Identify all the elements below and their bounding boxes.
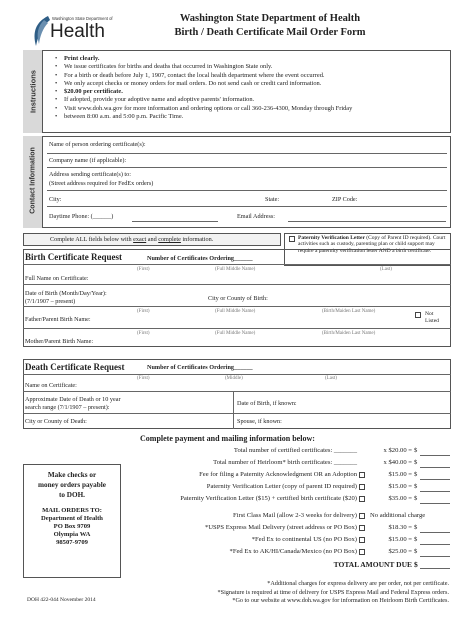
payment-row-label: Paternity Verification Letter (copy of parent ID required) [206, 483, 357, 490]
approx-death-label-range: search range (7/1/1907 – present): [25, 404, 110, 411]
paternity-text: Paternity Verification Letter (Copy of Parent ID required). Court activities such as custody, parenting plan or child support may require a paternity verification letter AND a birth certificate. [298, 235, 446, 254]
total-amount[interactable]: $ [414, 560, 418, 569]
instruction-item: • Visit www.doh.wa.gov for more information and ordering options or call 360-236-4300, Monday through Friday [55, 105, 450, 113]
shipping-row-label: *USPS Express Mail Delivery (street address or PO Box) [204, 524, 357, 531]
death-column-divider [233, 391, 234, 429]
orderer-name-field[interactable] [47, 153, 447, 154]
payment-row-amount[interactable]: $ [414, 495, 418, 502]
payment-row-price: x $20.00 = [383, 447, 412, 454]
instruction-item: • We issue certificates for births and deaths that occurred in Washington State only. [55, 63, 450, 71]
phone-field[interactable] [132, 221, 218, 222]
company-field[interactable] [47, 167, 447, 168]
birth-count-label: Number of Certificates Ordering______ [147, 255, 253, 262]
shipping-row-amount[interactable]: $ [414, 548, 418, 555]
doc-id: DOH 422-044 November 2014 [27, 597, 96, 603]
payment-row-amount[interactable]: $ [414, 471, 418, 478]
shipping-row-price: $25.00 = [388, 548, 412, 555]
instruction-item: • If adopted, provide your adoptive name and adoptive parents' information. [55, 96, 450, 104]
payment-row-amount[interactable]: $ [414, 459, 418, 466]
shipping-row-price: $15.00 = [388, 536, 412, 543]
instruction-item: • between 8:00 a.m. and 5:00 p.m. Pacific Time. [55, 113, 450, 121]
approx-death-field[interactable] [23, 413, 451, 414]
company-label: Company name (if applicable): [49, 157, 127, 164]
approx-death-label: Approximate Date of Death or 10 year [25, 396, 121, 403]
email-field[interactable] [288, 221, 446, 222]
shipping-row-label: First Class Mail (allow 2-3 weeks for delivery) [233, 512, 357, 519]
father-name-field[interactable] [23, 328, 451, 329]
instruction-item: • $20.00 per certificate. [55, 88, 450, 96]
address-field[interactable] [47, 190, 447, 191]
paternity-letter-checkbox[interactable] [359, 484, 365, 490]
payment-row-label: Fee for filing a Paternity Acknowledgment OR an Adoption [199, 471, 357, 478]
city-label: City: [49, 196, 62, 203]
mother-name-label: Mother/Parent Birth Name: [25, 338, 94, 345]
spouse-label: Spouse, if known: [237, 418, 282, 425]
payment-row-label: Total number of Heirloom* birth certificates: _______ [213, 459, 357, 466]
email-label: Email Address: [237, 213, 275, 220]
death-section-title: Death Certificate Request [25, 362, 125, 372]
logo-word: Health [50, 21, 105, 42]
birth-notice: Complete ALL fields below with exact and complete information. [50, 236, 214, 243]
logo-top-text: Washington State Department of [52, 16, 113, 21]
first-class-checkbox[interactable] [359, 513, 365, 519]
birth-section-title: Birth Certificate Request [25, 252, 122, 262]
payment-row-label: Total number of certified certificates: _______ [233, 447, 357, 454]
death-name-field[interactable] [23, 391, 451, 392]
dob-field[interactable] [23, 306, 451, 307]
hint-first: (First) [137, 331, 150, 336]
hint-first: (First) [137, 309, 150, 314]
usps-express-checkbox[interactable] [359, 525, 365, 531]
shipping-row-label: *Fed Ex to continental US (no PO Box) [251, 536, 357, 543]
hint-first: (First) [137, 376, 150, 381]
amount-line [420, 455, 450, 456]
amount-line [420, 479, 450, 480]
footer-note-2: *Signature is required at time of delivery for USPS Express Mail and Federal Express orders. [217, 589, 449, 596]
contact-label: Contact Information [29, 147, 37, 214]
shipping-row-price: No additional charge [370, 512, 426, 519]
payment-heading: Complete payment and mailing information below: [140, 434, 315, 443]
amount-line [420, 568, 450, 569]
payment-row-price: x $40.00 = [383, 459, 412, 466]
amount-line [420, 556, 450, 557]
birth-title-rule [23, 264, 451, 265]
not-listed-label: Not Listed [425, 311, 439, 324]
payment-row-price: $15.00 = [388, 471, 412, 478]
checks-payable-text: Make checks or money orders payable to DOH. [38, 471, 106, 499]
death-title-rule [23, 374, 451, 375]
form-title-line2: Birth / Death Certificate Mail Order Form [174, 27, 366, 38]
full-name-field[interactable] [23, 284, 451, 285]
total-label: TOTAL AMOUNT DUE [333, 560, 412, 569]
hint-middle: (Middle) [225, 376, 243, 381]
instructions-list [55, 55, 450, 121]
hint-middle: (Full Middle Name) [215, 331, 256, 336]
mail-to-address: MAIL ORDERS TO: Department of Health PO Box 9709 Olympia WA 98507-9709 [41, 507, 103, 546]
amount-line [420, 503, 450, 504]
form-title-line1: Washington State Department of Health [179, 13, 361, 24]
payment-row-price: $35.00 = [388, 495, 412, 502]
death-dob-label: Date of Birth, if known: [237, 400, 297, 407]
city-state-zip-field[interactable] [47, 206, 447, 207]
instruction-item: • For a birth or death before July 1, 1907, contact the local health department where the event occurred. [55, 72, 450, 80]
instruction-item: • Print clearly. [55, 55, 450, 63]
state-label: State: [265, 196, 280, 203]
hint-last: (Last) [325, 376, 337, 381]
hint-maiden: (Birth/Maiden Last Name) [322, 331, 376, 336]
instructions-label: Instructions [28, 70, 38, 113]
hint-last: (Last) [380, 267, 392, 272]
death-county-label: City or County of Death: [25, 418, 87, 425]
shipping-row-amount[interactable]: $ [414, 524, 418, 531]
shipping-row-label: *Fed Ex to AK/HI/Canada/Mexico (no PO Box) [229, 548, 357, 555]
logo-swoosh-icon [30, 14, 52, 50]
footer-note-1: *Additional charges for express delivery are per order, not per certificate. [267, 580, 449, 587]
full-name-label: Full Name on Certificate: [25, 275, 89, 282]
fedex-intl-checkbox[interactable] [359, 549, 365, 555]
payment-row-label: Paternity Verification Letter ($15) + certified birth certificate ($20) [180, 495, 357, 502]
logo [30, 8, 113, 50]
death-count-label: Number of Certificates Ordering______ [147, 364, 253, 371]
adoption-fee-checkbox[interactable] [359, 472, 365, 478]
amount-line [420, 467, 450, 468]
amount-line [420, 491, 450, 492]
address-label-note: (Street address required for FedEx orders) [49, 180, 154, 187]
amount-line [420, 544, 450, 545]
hint-middle: (Full Middle Name) [215, 309, 256, 314]
amount-line [420, 532, 450, 533]
orderer-name-label: Name of person ordering certificate(s): [49, 141, 146, 148]
shipping-row-price: $18.30 = [388, 524, 412, 531]
fedex-us-checkbox[interactable] [359, 537, 365, 543]
not-listed-checkbox[interactable] [415, 312, 421, 318]
payment-row-price: $15.00 = [388, 483, 412, 490]
paternity-combo-checkbox[interactable] [359, 496, 365, 502]
dob-label: Date of Birth (Month/Day/Year): [25, 290, 107, 297]
shipping-row-amount[interactable]: $ [414, 536, 418, 543]
dob-label-range: (7/1/1907 – present) [25, 298, 76, 305]
payment-row-amount[interactable]: $ [414, 483, 418, 490]
birth-city-label: City or County of Birth: [208, 295, 268, 302]
phone-label: Daytime Phone: (______) [49, 213, 114, 220]
father-name-label: Father/Parent Birth Name: [25, 316, 91, 323]
death-name-label: Name on Certificate: [25, 382, 77, 389]
payment-row-amount[interactable]: $ [414, 447, 418, 454]
hint-maiden: (Birth/Maiden Last Name) [322, 309, 376, 314]
paternity-checkbox[interactable] [289, 236, 295, 242]
footer-note-3: *Go to our website at www.doh.wa.gov for information on Heirloom Birth Certificates. [232, 597, 449, 604]
hint-first: (First) [137, 267, 150, 272]
zip-label: ZIP Code: [332, 196, 358, 203]
address-label: Address sending certificate(s) to: [49, 171, 131, 178]
hint-middle: (Full Middle Name) [215, 267, 256, 272]
instruction-item: • We only accept checks or money orders for mail orders. Do not send cash or credit card information. [55, 80, 450, 88]
